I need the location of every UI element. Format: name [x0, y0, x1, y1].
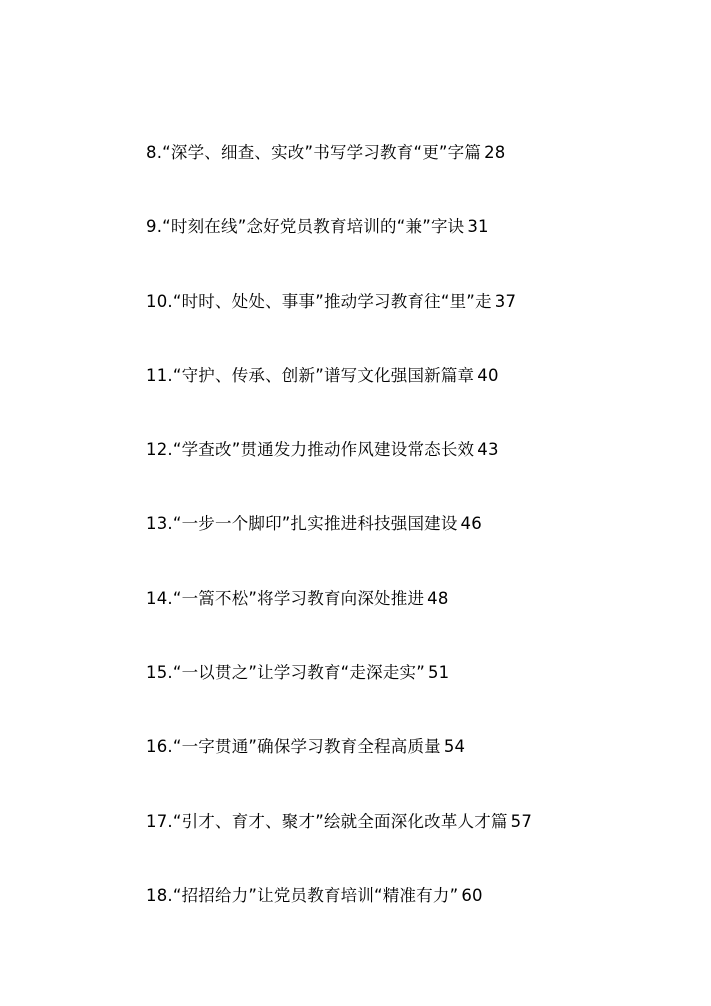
toc-entry[interactable] — [146, 289, 686, 363]
toc-entry[interactable] — [146, 586, 686, 660]
toc-entry-title: “一字贯通”确保学习教育全程高质量 — [172, 737, 441, 757]
toc-entry-title: “一步一个脚印”扎实推进科技强国建设 — [172, 514, 458, 534]
toc-entry[interactable] — [146, 660, 686, 734]
toc-entry-page: 46 — [460, 514, 482, 534]
toc-entry-page: 40 — [477, 365, 499, 385]
toc-entry-number: 18. — [146, 885, 173, 905]
toc-entry[interactable] — [146, 214, 686, 288]
toc-entry-number: 13. — [146, 514, 173, 534]
toc-entry-number: 14. — [146, 588, 173, 608]
toc-entry[interactable] — [146, 140, 686, 214]
table-of-contents — [146, 140, 686, 957]
toc-entry-title: “一篙不松”将学习教育向深处推进 — [172, 588, 425, 608]
toc-entry-title: “一以贯之”让学习教育“走深走实” — [172, 663, 425, 683]
toc-entry-title: “招招给力”让党员教育培训“精准有力” — [172, 885, 459, 905]
toc-entry-number: 15. — [146, 663, 173, 683]
toc-entry-page: 60 — [461, 885, 483, 905]
toc-entry-title: “时刻在线”念好党员教育培训的“兼”字诀 — [162, 217, 465, 237]
toc-entry-title: “深学、细查、实改”书写学习教育“更”字篇 — [162, 143, 482, 162]
toc-entry-title: “学查改”贯通发力推动作风建设常态长效 — [172, 440, 475, 460]
toc-entry[interactable] — [146, 511, 686, 585]
toc-entry-number: 9. — [146, 217, 163, 237]
toc-entry-title: “引才、育才、聚才”绘就全面深化改革人才篇 — [172, 811, 508, 831]
toc-entry-page: 28 — [484, 143, 506, 162]
toc-entry-page: 48 — [427, 588, 449, 608]
toc-entry[interactable] — [146, 734, 686, 808]
toc-entry-number: 12. — [146, 440, 173, 460]
toc-entry-number: 11. — [146, 365, 173, 385]
toc-entry-page: 31 — [467, 217, 489, 237]
toc-entry[interactable] — [146, 437, 686, 511]
toc-entry-page: 37 — [494, 291, 517, 311]
toc-entry-number: 8. — [146, 143, 163, 162]
toc-entry[interactable] — [146, 809, 686, 883]
toc-entry-page: 57 — [510, 811, 533, 831]
toc-entry-number: 10. — [146, 291, 173, 311]
toc-entry-number: 17. — [146, 811, 173, 831]
toc-entry-title: “时时、处处、事事”推动学习教育往“里”走 — [172, 291, 492, 311]
toc-entry[interactable] — [146, 883, 686, 957]
toc-entry-page: 43 — [477, 440, 499, 460]
toc-entry-page: 51 — [427, 663, 450, 683]
toc-entry[interactable] — [146, 363, 686, 437]
toc-entry-number: 16. — [146, 737, 173, 757]
toc-entry-page: 54 — [443, 737, 466, 757]
toc-entry-title: “守护、传承、创新”谱写文化强国新篇章 — [172, 365, 475, 385]
